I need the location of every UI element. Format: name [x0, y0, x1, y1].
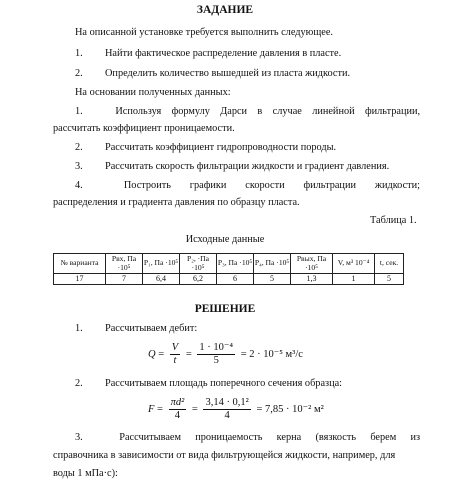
- step-4-word: Построить: [123, 180, 171, 191]
- step-3-line: [75, 160, 389, 173]
- formula-1-fraction-value: [197, 342, 235, 367]
- formula-1-num: 1 · 10⁻⁴: [199, 342, 234, 353]
- table-header-cell: P₂, ·Па ·10⁵: [180, 254, 217, 274]
- step-4-cont: распределения и градиента давления по образцу пласта.: [53, 197, 300, 208]
- table-label: Таблица 1.: [370, 215, 417, 226]
- solution-step-3-word: Рассчитываем: [119, 432, 181, 443]
- solution-step-3-word: берем: [370, 432, 397, 443]
- formula-1-var-num: V: [171, 342, 179, 353]
- table-cell: 6,2: [180, 274, 217, 285]
- solution-step-3-word: проницаемость: [195, 432, 263, 443]
- formula-1-result: = 2 · 10⁻⁵ м³/с: [240, 348, 303, 360]
- table-header-cell: V, м³ 10⁻⁴: [333, 254, 375, 274]
- formula-2-fraction-var: [169, 397, 187, 422]
- debit-formula: Q = $\frac{V}{t}$ = $\frac{\text{1 · 10⁻⁴}}{5}$ = 2 · 10⁻⁵ м³/с: [148, 342, 303, 366]
- step-4-word: скорости: [245, 180, 285, 191]
- table-cell: 1: [333, 274, 375, 285]
- solution-step-1: [75, 322, 197, 335]
- solution-step-2: [75, 377, 342, 390]
- step-1-word: линейной: [312, 106, 355, 117]
- task-title: ЗАДАНИЕ: [196, 4, 254, 16]
- table-row: [54, 274, 404, 285]
- table-cell: 1,3: [291, 274, 333, 285]
- table-header-row: [54, 254, 404, 274]
- formula-2-lhs: F: [148, 403, 155, 415]
- step-2-line: [75, 141, 336, 154]
- formula-2-result: = 7,85 · 10⁻² м²: [256, 403, 324, 415]
- formula-2-den: 4: [224, 410, 230, 421]
- solution-step-1-text: Рассчитываем дебит:: [105, 323, 198, 334]
- solution-step-3-num: 3.: [75, 432, 83, 443]
- table-cell: 6: [217, 274, 254, 285]
- table-header-cell: Pвых, Па ·10⁵: [291, 254, 333, 274]
- formula-2-var-num: πd²: [170, 397, 185, 408]
- formula-1-lhs: Q: [148, 348, 156, 360]
- step-2-text: Рассчитать коэффициент гидропроводности породы.: [105, 142, 337, 153]
- solution-step-2-text: Рассчитываем площадь поперечного сечения образца:: [105, 378, 343, 389]
- table-header-cell: P₃, Па ·10⁵: [217, 254, 254, 274]
- task-item-1: [75, 47, 341, 60]
- table-cell: 6,4: [143, 274, 180, 285]
- solution-step-3-line-2: справочника в зависимости от вида фильтрующейся жидкости, например, для: [53, 450, 396, 461]
- step-1-word: формулу: [171, 106, 210, 117]
- formula-2-fraction-value: [203, 397, 250, 422]
- step-3-text: Рассчитать скорость фильтрации жидкости и градиент давления.: [105, 161, 390, 172]
- solution-step-3-line-3: воды 1 мПа·с):: [53, 468, 118, 479]
- table-cell: 17: [54, 274, 106, 285]
- step-1-word: в: [257, 106, 263, 117]
- step-1-word: Дарси: [220, 106, 248, 117]
- step-1-word: случае: [272, 106, 302, 117]
- solution-step-3-word: (вязкость: [315, 432, 357, 443]
- table-header-cell: P₄, Па ·10⁵: [254, 254, 291, 274]
- step-4-num: 4.: [75, 180, 83, 191]
- task-intro: На описанной установке требуется выполнить следующее.: [75, 27, 333, 38]
- solution-title: РЕШЕНИЕ: [194, 303, 256, 315]
- step-3-num: 3.: [75, 161, 83, 172]
- table-cell: 5: [254, 274, 291, 285]
- solution-step-1-num: 1.: [75, 323, 83, 334]
- step-1-cont: рассчитать коэффициент проницаемости.: [53, 123, 235, 134]
- task-basis: На основании полученных данных:: [75, 87, 231, 98]
- solution-step-3-word: керна: [276, 432, 302, 443]
- formula-2-var-den: 4: [174, 410, 181, 421]
- table-header-cell: № варианта: [54, 254, 106, 274]
- step-1-word: Используя: [115, 106, 162, 117]
- table-header-cell: Pвх, Па ·10⁵: [106, 254, 143, 274]
- step-1-word: фильтрации,: [364, 106, 421, 117]
- table-header-cell: P₁, Па ·10⁵: [143, 254, 180, 274]
- table-caption: Исходные данные: [185, 234, 265, 245]
- step-4-line: [75, 179, 420, 192]
- formula-1-fraction-var: [170, 342, 180, 367]
- solution-step-2-num: 2.: [75, 378, 83, 389]
- task-item-2: [75, 67, 350, 80]
- solution-step-3-line: [75, 431, 420, 444]
- formula-1-den: 5: [213, 355, 219, 366]
- step-4-word: фильтрации: [303, 180, 356, 191]
- data-table: [53, 253, 404, 285]
- task-item-2-num: 2.: [75, 68, 83, 79]
- table-cell: 7: [106, 274, 143, 285]
- solution-step-3-word: из: [410, 432, 421, 443]
- step-1-line: [75, 105, 420, 118]
- step-4-word: графики: [189, 180, 227, 191]
- table-header-cell: t, сек.: [375, 254, 404, 274]
- step-2-num: 2.: [75, 142, 83, 153]
- task-item-2-text: Определить количество вышедшей из пласта жидкости.: [105, 68, 351, 79]
- formula-1-var-den: t: [173, 355, 177, 366]
- table-cell: 5: [375, 274, 404, 285]
- area-formula: F = $\frac{\text{πd²}}{4}$ = $\frac{\text{3,14 · 0,1²}}{4}$ = 7,85 · 10⁻² м²: [148, 397, 324, 421]
- step-1-num: 1.: [75, 106, 83, 117]
- formula-2-num: 3,14 · 0,1²: [205, 397, 249, 408]
- task-item-1-num: 1.: [75, 48, 83, 59]
- step-4-word: жидкости;: [374, 180, 421, 191]
- task-item-1-text: Найти фактическое распределение давления в пласте.: [105, 48, 342, 59]
